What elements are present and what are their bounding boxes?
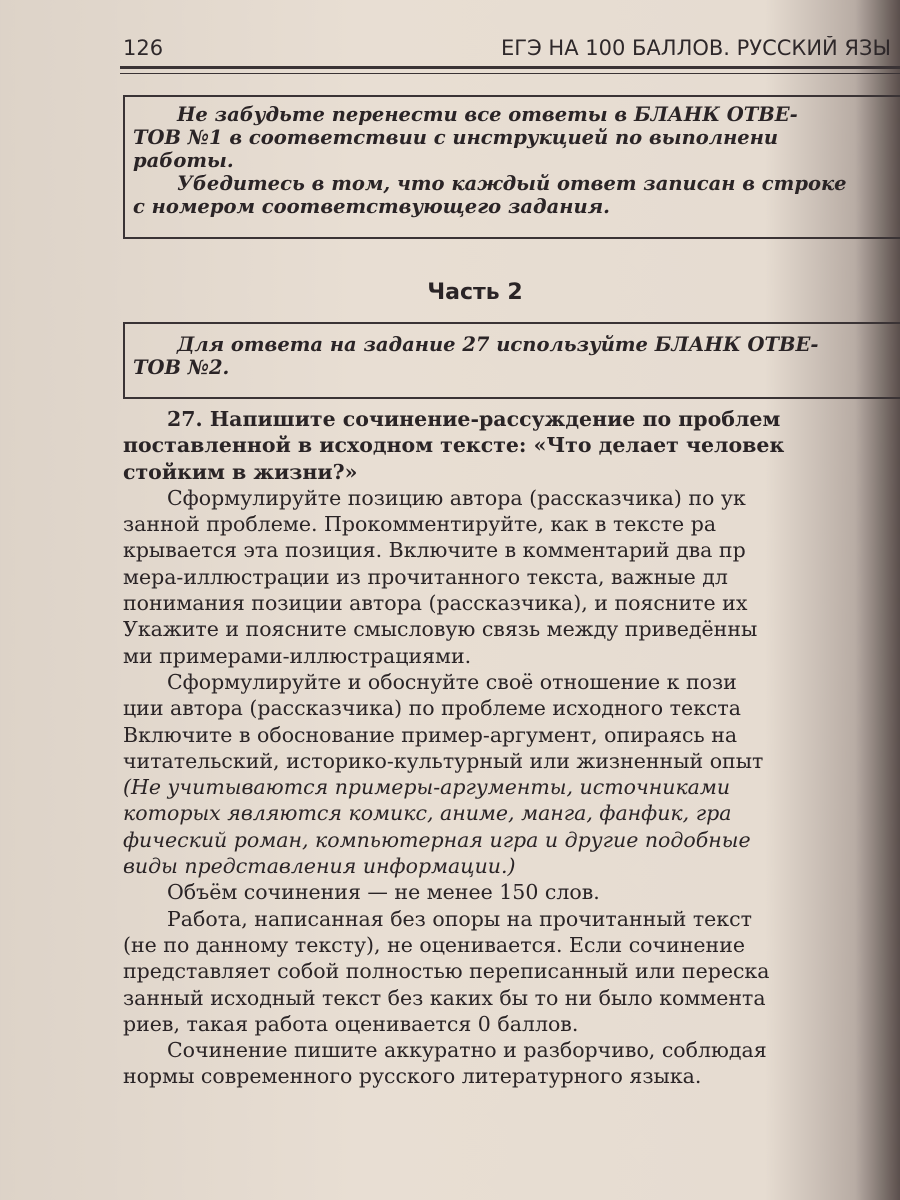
task-line: Объём сочинения — не менее 150 слов. [167,880,600,905]
task-line: представляет собой полностью переписанный или переска [123,959,770,984]
task-number: 27. [167,407,210,431]
task-line: Работа, написанная без опоры на прочитанный текст [167,906,752,931]
task-line: Включите в обоснование пример-аргумент, опираясь на [123,722,738,747]
page-number: 126 [123,36,164,60]
task-line: нормы современного русского литературного языка. [123,1064,702,1089]
task-line: фический роман, компьютерная игра и другие подобные [123,827,751,852]
task-line: крывается эта позиция. Включите в комментарий два пр [123,538,746,563]
task-line: 27. Напишите сочинение-рассуждение по проблем [167,407,781,431]
section-title: Часть 2 [427,280,523,305]
task-line: Сочинение пишите аккуратно и разборчиво, соблюдая [167,1038,767,1063]
notice-line: Не забудьте перенести все ответы в БЛАНК ОТВЕ- [177,103,798,126]
notice-line: Убедитесь в том, что каждый ответ записан в строке [177,172,847,195]
task-line: понимания позиции автора (рассказчика), и поясните их [123,591,748,616]
task-line: занной проблеме. Прокомментируйте, как в тексте ра [123,512,717,537]
task-line: мера-иллюстрации из прочитанного текста, важные дл [123,564,728,589]
task-line: ции автора (рассказчика) по проблеме исходного текста [123,696,741,721]
task-line: ми примерами-иллюстрациями. [123,643,472,668]
notice-line: ТОВ №1 в соответствии с инструкцией по выполнени [133,126,779,149]
task-line: которых являются комикс, аниме, манга, фанфик, гра [123,801,732,826]
task-line: (Не учитываются примеры-аргументы, источниками [123,775,731,800]
task-line: риев, такая работа оценивается 0 баллов. [123,1011,579,1036]
running-title: ЕГЭ НА 100 БАЛЛОВ. РУССКИЙ ЯЗЫ [501,36,892,60]
task-line: Сформулируйте позицию автора (рассказчика) по ук [167,485,746,510]
notice-line: работы. [133,149,234,172]
task-line: стойким в жизни?» [123,459,358,484]
task-line: поставленной в исходном тексте: «Что делает человек [123,433,785,458]
instruction-line: ТОВ №2. [133,356,230,379]
task-line: читательский, историко-культурный или жизненный опыт [123,748,764,773]
task-line: виды представления информации.) [123,854,516,879]
header-rule [120,66,900,74]
running-header [123,36,900,64]
notice-line: с номером соответствующего задания. [133,195,610,218]
task-line: Укажите и поясните смысловую связь между приведённы [123,617,758,642]
instruction-line: Для ответа на задание 27 используйте БЛАНК ОТВЕ- [177,333,819,356]
task-line: (не по данному тексту), не оценивается. Если сочинение [123,932,745,957]
notice-box [123,95,900,239]
part2-instruction-box [123,322,900,399]
task-27-text [123,406,900,1090]
task-line: Сформулируйте и обоснуйте своё отношение к пози [167,669,737,694]
task-line: занный исходный текст без каких бы то ни было коммента [123,985,766,1010]
